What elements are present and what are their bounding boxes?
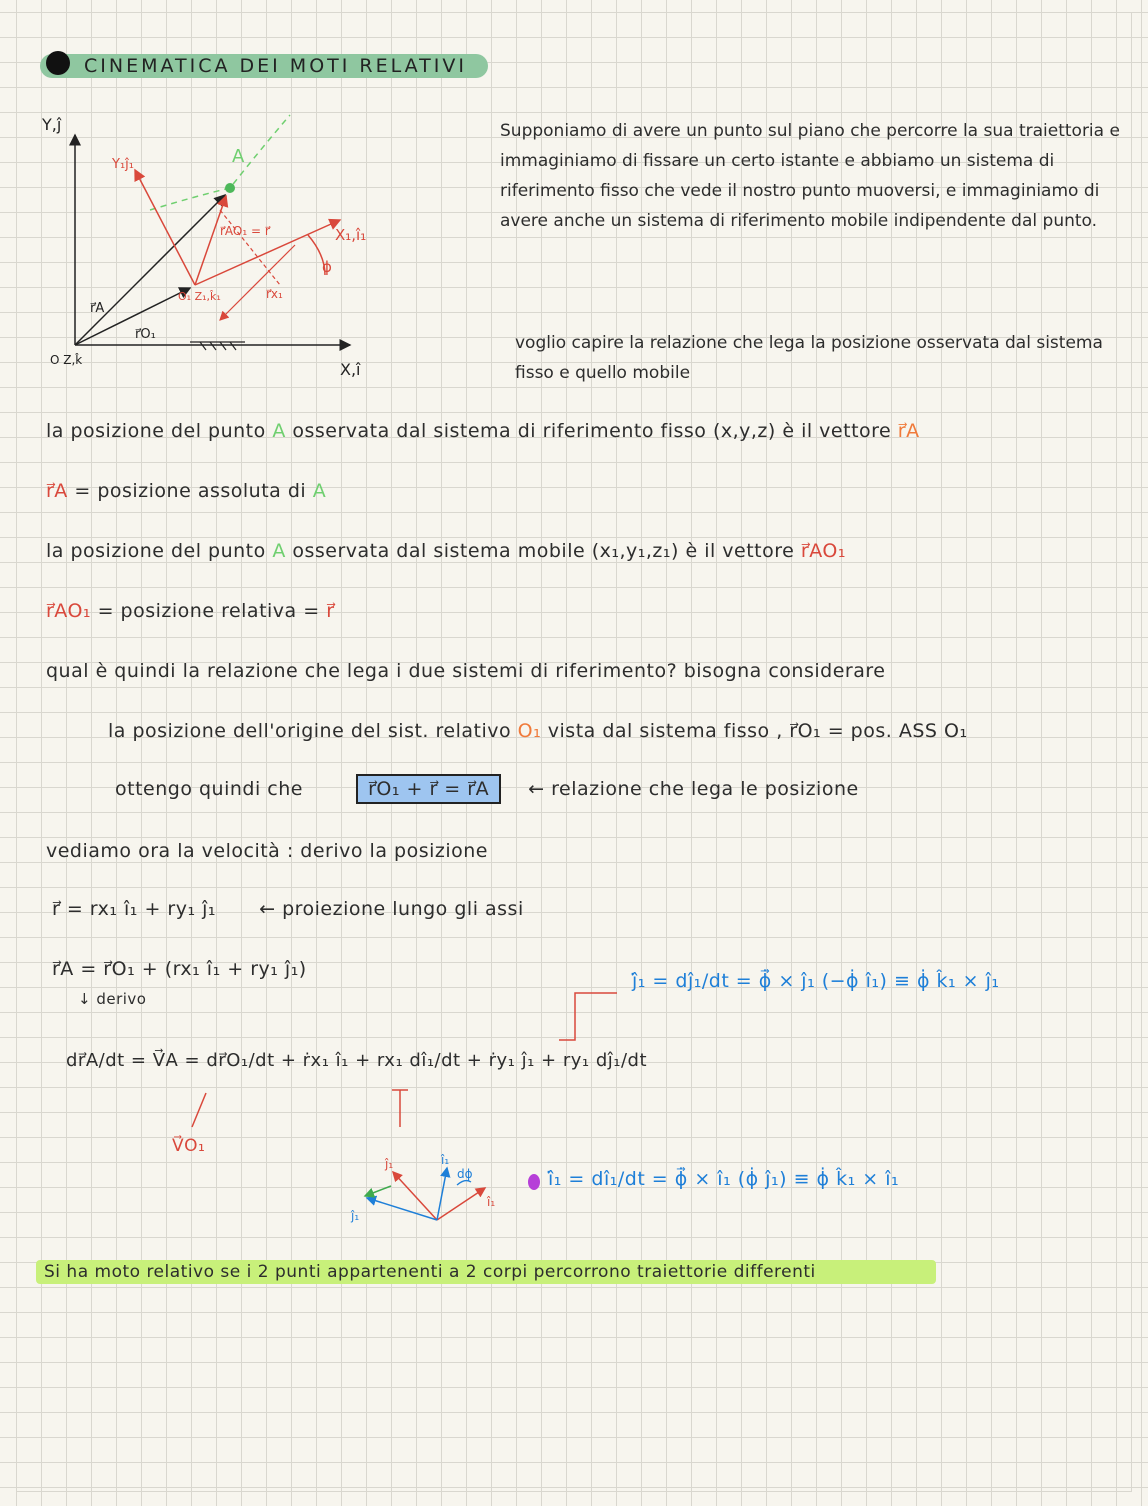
mobile-y1-axis bbox=[135, 170, 195, 285]
line-velocity-derivative: dr⃗A/dt = V⃗A = dr⃗O₁/dt + ṙx₁ î₁ + rx₁ dî₁/dt + ṙy₁ ĵ₁ + ry₁ dĵ₁/dt bbox=[66, 1050, 648, 1071]
bullet-dot-icon bbox=[46, 51, 70, 75]
reference-frames-diagram bbox=[40, 100, 480, 400]
label-origin: O Z,k̂ bbox=[50, 353, 83, 367]
label-y1-axis: Y₁ĵ₁ bbox=[112, 157, 134, 172]
svg-text:dϕ: dϕ bbox=[457, 1167, 473, 1181]
label-phi: ϕ bbox=[322, 258, 332, 276]
label-y-axis: Y,ĵ bbox=[42, 115, 62, 134]
label-rO1: r⃗O₁ bbox=[135, 327, 156, 342]
line-relative-position: la posizione del punto A osservata dal sistema mobile (x₁,y₁,z₁) è il vettore r⃗AO₁ bbox=[46, 540, 846, 562]
line-question: qual è quindi la relazione che lega i due sistemi di riferimento? bisogna considerare bbox=[46, 660, 886, 682]
formula-di-dt: î̇₁ = dî₁/dt = ϕ⃗̇ × î₁ (ϕ̇ ĵ₁) ≡ ϕ̇ k̂₁ × î₁ bbox=[548, 1168, 900, 1190]
vector-ry1 bbox=[220, 210, 280, 285]
label-rA: r⃗A bbox=[90, 301, 105, 316]
line-projection: r⃗ = rx₁ î₁ + ry₁ ĵ₁ ← proiezione lungo gli assi bbox=[52, 898, 524, 920]
boxed-relation: r⃗O₁ + r⃗ = r⃗A bbox=[356, 774, 501, 804]
svg-text:î₁: î₁ bbox=[441, 1153, 450, 1167]
line-rA-decomposition: r⃗A = r⃗O₁ + (rx₁ î₁ + ry₁ ĵ₁) bbox=[52, 958, 307, 980]
label-derivo: ↓ derivo bbox=[78, 990, 147, 1008]
formula-dj-dt: ĵ̇₁ = dĵ₁/dt = ϕ⃗̇ × ĵ₁ (−ϕ̇ î₁) ≡ ϕ̇ k̂₁ × ĵ₁ bbox=[632, 970, 1000, 992]
goal-paragraph: voglio capire la relazione che lega la posizione osservata dal sistema fisso e quello mobile bbox=[515, 333, 1103, 383]
connectors-velocity bbox=[170, 1085, 430, 1135]
svg-text:î₁: î₁ bbox=[487, 1195, 496, 1209]
label-rAO1: r⃗AO₁ = r⃗ bbox=[220, 224, 270, 238]
label-x-axis: X,î bbox=[340, 360, 361, 379]
label-vo1: V⃗O₁ bbox=[172, 1136, 206, 1156]
label-point-a: A bbox=[232, 146, 245, 167]
line-absolute-position: la posizione del punto A osservata dal sistema di riferimento fisso (x,y,z) è il vettore r⃗A bbox=[46, 420, 920, 442]
connector-dj bbox=[555, 985, 625, 1045]
svg-text:ĵ₁: ĵ₁ bbox=[351, 1209, 360, 1223]
line-relation: ottengo quindi che r⃗O₁ + r⃗ = r⃗A ← relazione che lega le posizione bbox=[115, 778, 859, 800]
point-a-marker bbox=[225, 183, 235, 193]
label-O1: O₁ Z₁,k̂₁ bbox=[178, 290, 221, 303]
line-velocity-intro: vediamo ora la velocità : derivo la posizione bbox=[46, 840, 488, 862]
label-rx1: r⃗x₁ bbox=[266, 287, 283, 301]
page-title: CINEMATICA DEI MOTI RELATIVI bbox=[84, 55, 467, 77]
summary-text: Si ha moto relativo se i 2 punti appartenenti a 2 corpi percorrono traiettorie differenti bbox=[44, 1262, 816, 1282]
intro-paragraph: Supponiamo di avere un punto sul piano che percorre la sua traiettoria e immaginiamo di fissare un certo istante e abbiamo un sistema di riferimento fisso che vede il nostro punto muoversi, e immaginiamo di avere anche un sistema di riferimento mobile indipendente dal punto. bbox=[500, 121, 1120, 231]
bullet-purple-icon bbox=[528, 1174, 540, 1190]
svg-text:ĵ₁: ĵ₁ bbox=[385, 1157, 394, 1171]
ground-hatch bbox=[190, 342, 245, 350]
rotation-diagram bbox=[345, 1150, 515, 1230]
label-x1-axis: X₁,î₁ bbox=[335, 226, 367, 244]
line-origin-position: la posizione dell'origine del sist. relativo O₁ vista dal sistema fisso , r⃗O₁ = pos. ASS O₁ bbox=[108, 720, 968, 742]
vector-rA bbox=[75, 195, 225, 345]
trajectory-curve bbox=[150, 115, 290, 210]
line-relative-def: r⃗AO₁ = posizione relativa = r⃗ bbox=[46, 600, 335, 622]
vector-rO1 bbox=[75, 288, 190, 345]
line-absolute-def: r⃗A = posizione assoluta di A bbox=[46, 480, 327, 502]
